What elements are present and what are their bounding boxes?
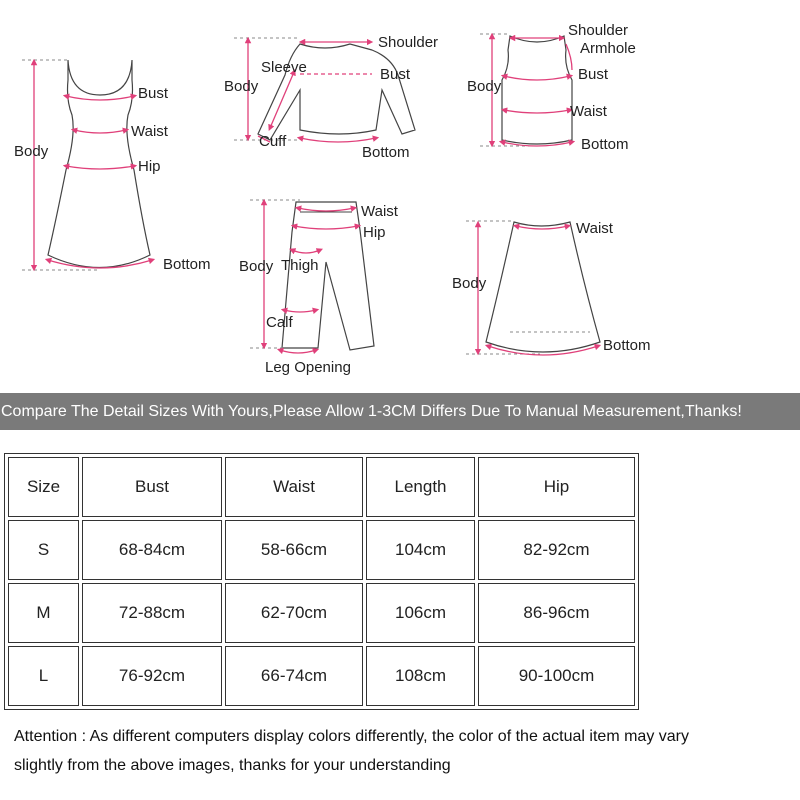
top-bottom-label: Bottom	[362, 144, 410, 161]
header-bust: Bust	[82, 457, 222, 517]
pants-body-label: Body	[239, 258, 274, 275]
pants-outline	[282, 202, 374, 350]
cell-length: 108cm	[366, 646, 475, 706]
header-waist: Waist	[225, 457, 363, 517]
banner-text: Compare The Detail Sizes With Yours,Please Allow 1-3CM Differs Due To Manual Measurement,Thanks!	[1, 403, 742, 420]
header-hip: Hip	[478, 457, 635, 517]
skirt-body-label: Body	[452, 275, 487, 292]
cell-hip: 82-92cm	[478, 520, 635, 580]
cell-bust: 72-88cm	[82, 583, 222, 643]
attention-line-2: slightly from the above images, thanks for your understanding	[14, 757, 451, 774]
vest-bust-label: Bust	[578, 66, 609, 83]
cell-hip: 90-100cm	[478, 646, 635, 706]
attention-note	[14, 722, 774, 780]
dress-bottom-label: Bottom	[163, 256, 211, 273]
cell-length: 104cm	[366, 520, 475, 580]
header-size: Size	[8, 457, 79, 517]
top-bust-label: Bust	[380, 66, 411, 83]
pants-leg-opening-label: Leg Opening	[265, 359, 351, 376]
vest-body-label: Body	[467, 78, 502, 95]
vest-armhole-label: Armhole	[580, 40, 636, 57]
cell-bust: 68-84cm	[82, 520, 222, 580]
dress-outline	[48, 60, 150, 268]
dress-body-label: Body	[14, 143, 49, 160]
measurement-notice-banner	[0, 393, 800, 430]
top-sleeve-label: Sleeve	[261, 59, 307, 76]
vest-diagram	[467, 22, 636, 153]
cell-waist: 62-70cm	[225, 583, 363, 643]
long-sleeve-top-diagram	[224, 34, 438, 161]
skirt-diagram	[452, 220, 651, 355]
dress-waist-label: Waist	[131, 123, 168, 140]
cell-hip: 86-96cm	[478, 583, 635, 643]
size-chart-table	[4, 453, 639, 710]
skirt-bottom-label: Bottom	[603, 337, 651, 354]
cell-waist: 66-74cm	[225, 646, 363, 706]
top-cuff-label: Cuff	[259, 133, 287, 150]
cell-size: S	[8, 520, 79, 580]
top-shoulder-label: Shoulder	[378, 34, 439, 51]
cell-bust: 76-92cm	[82, 646, 222, 706]
vest-shoulder-label: Shoulder	[568, 22, 629, 39]
vest-bottom-label: Bottom	[581, 136, 629, 153]
pants-thigh-label: Thigh	[281, 257, 319, 274]
vest-waist-label: Waist	[570, 103, 607, 120]
dress-hip-label: Hip	[138, 158, 161, 175]
cell-waist: 58-66cm	[225, 520, 363, 580]
table-row	[8, 520, 635, 580]
cell-size: M	[8, 583, 79, 643]
top-body-label: Body	[224, 78, 259, 95]
attention-line-1: Attention : As different computers display colors differently, the color of the actual item may vary	[14, 728, 689, 745]
pants-calf-label: Calf	[266, 314, 293, 331]
pants-waist-label: Waist	[361, 203, 398, 220]
dress-bust-label: Bust	[138, 85, 169, 102]
table-row	[8, 646, 635, 706]
skirt-waist-label: Waist	[576, 220, 613, 237]
pants-hip-label: Hip	[363, 224, 386, 241]
table-row	[8, 583, 635, 643]
cell-length: 106cm	[366, 583, 475, 643]
vest-outline	[502, 36, 572, 144]
header-length: Length	[366, 457, 475, 517]
dress-diagram	[14, 60, 211, 273]
table-header-row	[8, 457, 635, 517]
pants-diagram	[239, 200, 399, 376]
cell-size: L	[8, 646, 79, 706]
measurement-diagrams	[0, 0, 800, 393]
